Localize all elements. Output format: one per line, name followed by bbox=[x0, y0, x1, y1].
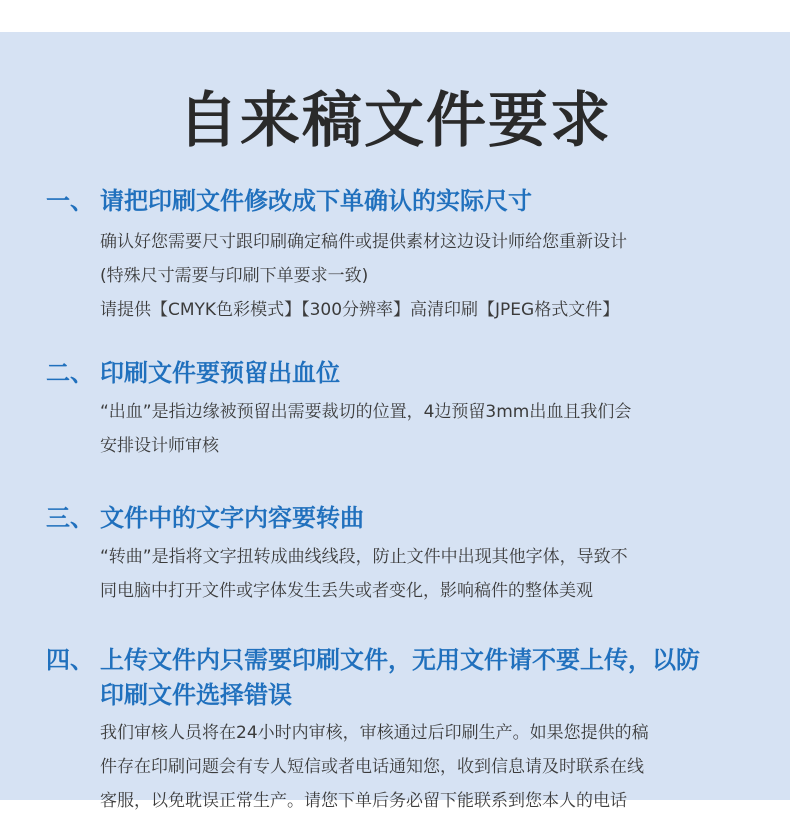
section-4-title-line-1: 上传文件内只需要印刷文件，无用文件请不要上传，以防 bbox=[100, 646, 700, 674]
section-1-line-1: 确认好您需要尺寸跟印刷确定稿件或提供素材这边设计师给您重新设计 bbox=[100, 232, 627, 252]
section-2-title: 印刷文件要预留出血位 bbox=[100, 359, 340, 387]
section-4-line-3: 客服，以免耽误正常生产。请您下单后务必留下能联系到您本人的电话 bbox=[100, 791, 627, 811]
section-1-number: 一、 bbox=[46, 187, 94, 215]
section-3-line-2: 同电脑中打开文件或字体发生丢失或者变化，影响稿件的整体美观 bbox=[100, 581, 593, 601]
top-white-strip bbox=[0, 0, 790, 32]
section-4-line-2: 件存在印刷问题会有专人短信或者电话通知您，收到信息请及时联系在线 bbox=[100, 757, 644, 777]
section-1-line-3: 请提供【CMYK色彩模式】【300分辨率】高清印刷【JPEG格式文件】 bbox=[100, 300, 620, 320]
page-title: 自来稿文件要求 bbox=[178, 86, 612, 156]
section-2-line-1: “出血”是指边缘被预留出需要裁切的位置，4边预留3mm出血且我们会 bbox=[100, 402, 632, 422]
section-1-title: 请把印刷文件修改成下单确认的实际尺寸 bbox=[100, 187, 532, 215]
requirements-panel bbox=[0, 32, 790, 811]
section-2-number: 二、 bbox=[46, 359, 94, 387]
section-3-title: 文件中的文字内容要转曲 bbox=[100, 504, 364, 532]
section-3-heading bbox=[46, 501, 756, 536]
section-3-body bbox=[100, 540, 750, 608]
section-2-body bbox=[100, 395, 750, 463]
section-4-heading bbox=[46, 643, 756, 713]
section-4-body bbox=[100, 716, 750, 818]
section-1-line-2: (特殊尺寸需要与印刷下单要求一致) bbox=[100, 266, 369, 286]
section-3-line-1: “转曲”是指将文字扭转成曲线线段，防止文件中出现其他字体，导致不 bbox=[100, 547, 628, 567]
section-1-body bbox=[100, 225, 750, 327]
section-2-line-2: 安排设计师审核 bbox=[100, 436, 219, 456]
section-1-heading bbox=[46, 184, 756, 219]
section-4-number: 四、 bbox=[46, 646, 94, 674]
section-4-title-line-2: 印刷文件选择错误 bbox=[100, 681, 292, 709]
section-2-heading bbox=[46, 356, 756, 391]
section-4-line-1: 我们审核人员将在24小时内审核，审核通过后印刷生产。如果您提供的稿 bbox=[100, 723, 649, 743]
section-3-number: 三、 bbox=[46, 504, 94, 532]
